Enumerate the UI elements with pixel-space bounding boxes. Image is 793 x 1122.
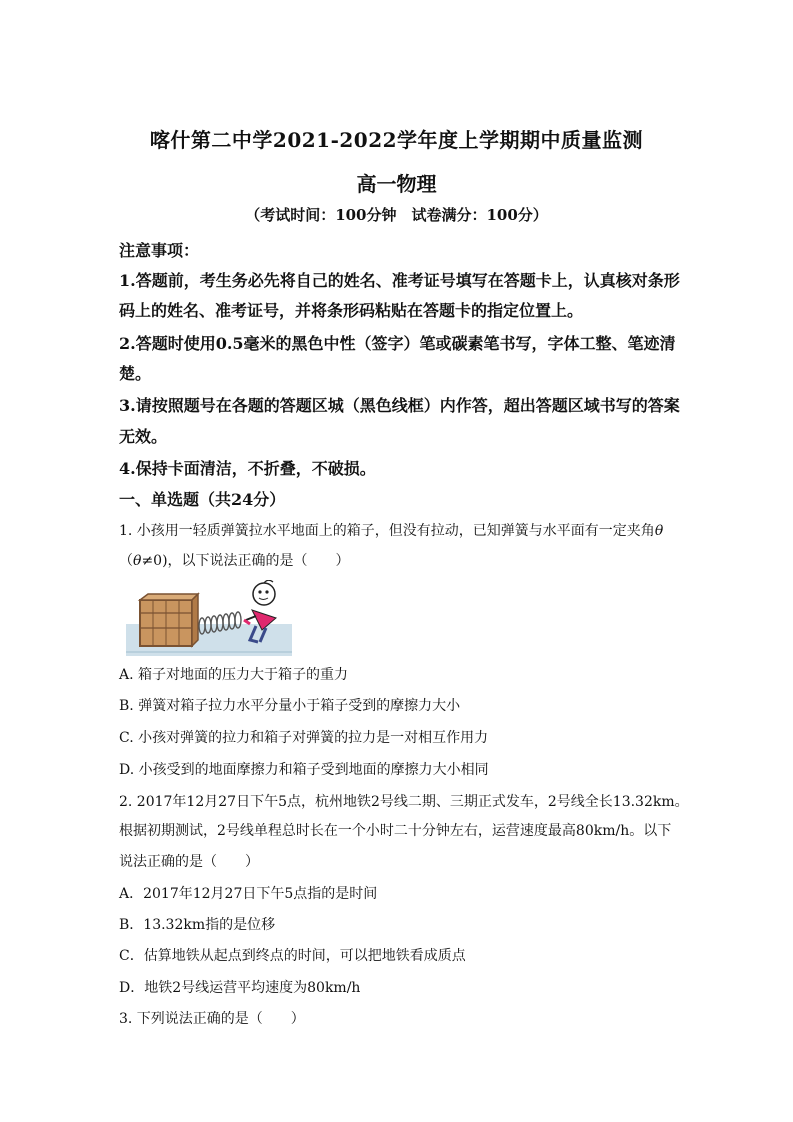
notice-heading: 注意事项：	[119, 241, 200, 260]
notice-item-1a: 1.答题前，考生务必先将自己的姓名、准考证号填写在答题卡上，认真核对条形	[119, 271, 680, 290]
q1-stem-open-paren: （	[119, 553, 133, 569]
q1-theta: θ	[654, 523, 664, 539]
exam-subject: 高一物理	[356, 172, 437, 196]
wooden-box	[140, 594, 198, 646]
q2-option-c: C．估算地铁从起点到终点的时间，可以把地铁看成质点	[119, 948, 466, 964]
q1-option-b: B. 弹簧对箱子拉力水平分量小于箱子受到的摩擦力大小	[119, 698, 461, 714]
q2-stem-line3: 说法正确的是（ ）	[119, 854, 259, 870]
q2-option-a: A．2017年12月27日下午5点指的是时间	[119, 886, 378, 902]
q1-figure-child-pulling-box	[126, 580, 292, 656]
q1-stem-text: 1. 小孩用一轻质弹簧拉水平地面上的箱子，但没有拉动，已知弹簧与水平面有一定夹角	[119, 523, 655, 539]
q2-option-d: D．地铁2号线运营平均速度为80km/h	[119, 980, 361, 996]
q2-stem-line2: 根据初期测试，2号线单程总时长在一个小时二十分钟左右，运营速度最高80km/h。以下	[119, 823, 672, 839]
q3-stem: 3. 下列说法正确的是（ ）	[119, 1011, 305, 1027]
notice-item-2b: 楚。	[119, 364, 152, 383]
q1-stem-line1	[119, 520, 689, 540]
q1-stem-line2	[119, 550, 689, 570]
q1-theta-inline: θ	[133, 553, 142, 569]
q1-stem-condition: ≠0)，以下说法正确的是（ ）	[141, 553, 350, 569]
q2-stem-line1: 2. 2017年12月27日下午5点，杭州地铁2号线二期、三期正式发车，2号线全长13.32km。	[119, 794, 689, 810]
exam-title: 喀什第二中学2021-2022学年度上学期期中质量监测	[149, 128, 644, 152]
q1-option-a: A. 箱子对地面的压力大于箱子的重力	[119, 667, 349, 683]
section-heading-single-choice: 一、单选题（共24分）	[119, 490, 286, 509]
q2-option-b: B．13.32km指的是位移	[119, 917, 276, 933]
notice-item-1b: 码上的姓名、准考证号，并将条形码粘贴在答题卡的指定位置上。	[119, 301, 584, 320]
notice-item-3b: 无效。	[119, 427, 168, 446]
notice-item-2a: 2.答题时使用0.5毫米的黑色中性（签字）笔或碳素笔书写，字体工整、笔迹清	[119, 334, 676, 353]
q1-option-d: D. 小孩受到的地面摩擦力和箱子受到地面的摩擦力大小相同	[119, 762, 489, 778]
q1-option-c: C. 小孩对弹簧的拉力和箱子对弹簧的拉力是一对相互作用力	[119, 730, 489, 746]
notice-item-4: 4.保持卡面清洁，不折叠，不破损。	[119, 459, 376, 478]
exam-info: （考试时间：100分钟 试卷满分：100分）	[245, 206, 548, 224]
notice-item-3a: 3.请按照题号在各题的答题区城（黑色线框）内作答，超出答题区域书写的答案	[119, 396, 680, 415]
